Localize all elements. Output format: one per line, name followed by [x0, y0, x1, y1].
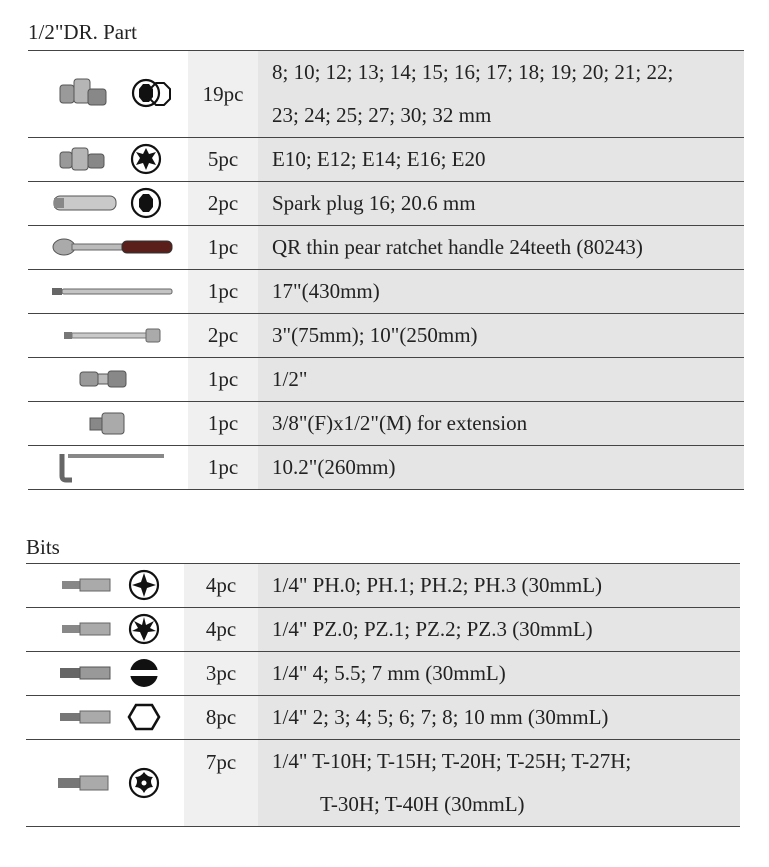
desc-cell: 1/4" PZ.0; PZ.1; PZ.2; PZ.3 (30mmL)	[258, 608, 740, 652]
qty-cell: 2pc	[188, 314, 258, 358]
table-row	[28, 402, 744, 446]
tool-cell	[28, 314, 188, 358]
desc-line: 23; 24; 25; 27; 30; 32 mm	[272, 103, 492, 127]
table-row	[28, 182, 744, 226]
tool-cell	[28, 446, 188, 490]
qty-cell: 8pc	[184, 696, 258, 740]
universal-joint-icon	[28, 358, 188, 401]
tool-cell	[26, 740, 184, 827]
qty-cell: 7pc	[184, 740, 258, 827]
e-socket-set-icon	[28, 138, 188, 181]
qty-cell: 2pc	[188, 182, 258, 226]
qty-cell: 1pc	[188, 358, 258, 402]
table-row	[28, 314, 744, 358]
qty-cell: 4pc	[184, 608, 258, 652]
desc-cell: 17"(430mm)	[258, 270, 744, 314]
desc-line: T-30H; T-40H (30mmL)	[320, 792, 525, 816]
section-title-drive: 1/2"DR. Part	[28, 20, 137, 44]
tool-cell	[28, 226, 188, 270]
ratchet-handle-icon	[28, 226, 188, 269]
table-row	[26, 740, 740, 827]
table-row	[26, 696, 740, 740]
table-row	[26, 608, 740, 652]
adaptor-icon	[28, 402, 188, 445]
table-row	[28, 51, 744, 138]
socket-set-icon	[28, 51, 188, 137]
qty-cell: 4pc	[184, 564, 258, 608]
table-row	[28, 138, 744, 182]
desc-cell: 3"(75mm); 10"(250mm)	[258, 314, 744, 358]
tool-cell	[26, 696, 184, 740]
tool-cell	[28, 138, 188, 182]
desc-cell	[258, 740, 740, 827]
pozidriv-bit-icon	[26, 608, 184, 651]
qty-cell: 1pc	[188, 270, 258, 314]
desc-line: 1/4" T-10H; T-15H; T-20H; T-25H; T-27H;	[272, 749, 632, 773]
desc-cell: 3/8"(F)x1/2"(M) for extension	[258, 402, 744, 446]
qty-cell: 1pc	[188, 402, 258, 446]
desc-cell: Spark plug 16; 20.6 mm	[258, 182, 744, 226]
drive-parts-table	[28, 50, 744, 490]
desc-cell: 1/4" 4; 5.5; 7 mm (30mmL)	[258, 652, 740, 696]
desc-cell: 1/4" 2; 3; 4; 5; 6; 7; 8; 10 mm (30mmL)	[258, 696, 740, 740]
desc-cell	[258, 51, 744, 138]
desc-cell: QR thin pear ratchet handle 24teeth (80243)	[258, 226, 744, 270]
tool-cell	[28, 270, 188, 314]
hex-bit-icon	[26, 696, 184, 739]
torx-security-bit-icon	[26, 740, 184, 826]
desc-cell: 10.2"(260mm)	[258, 446, 744, 490]
table-row	[28, 226, 744, 270]
tool-cell	[26, 564, 184, 608]
table-row	[28, 446, 744, 490]
phillips-bit-icon	[26, 564, 184, 607]
desc-line: 8; 10; 12; 13; 14; 15; 16; 17; 18; 19; 20; 21; 22;	[272, 60, 674, 84]
qty-cell: 1pc	[188, 446, 258, 490]
bits-table	[26, 563, 740, 827]
tool-cell	[28, 51, 188, 138]
desc-cell: 1/2"	[258, 358, 744, 402]
breaker-bar-icon	[28, 270, 188, 313]
table-row	[26, 564, 740, 608]
tool-cell	[26, 608, 184, 652]
table-row	[28, 358, 744, 402]
extension-bar-icon	[28, 314, 188, 357]
slotted-bit-icon	[26, 652, 184, 695]
tool-cell	[28, 358, 188, 402]
qty-cell: 5pc	[188, 138, 258, 182]
qty-cell: 19pc	[188, 51, 258, 138]
desc-cell: 1/4" PH.0; PH.1; PH.2; PH.3 (30mmL)	[258, 564, 740, 608]
table-row	[28, 270, 744, 314]
spark-plug-socket-icon	[28, 182, 188, 225]
table-row	[26, 652, 740, 696]
section-title-bits: Bits	[26, 535, 60, 559]
desc-cell: E10; E12; E14; E16; E20	[258, 138, 744, 182]
hex-key-icon	[28, 446, 188, 489]
qty-cell: 1pc	[188, 226, 258, 270]
tool-cell	[26, 652, 184, 696]
tool-cell	[28, 182, 188, 226]
tool-cell	[28, 402, 188, 446]
qty-cell: 3pc	[184, 652, 258, 696]
